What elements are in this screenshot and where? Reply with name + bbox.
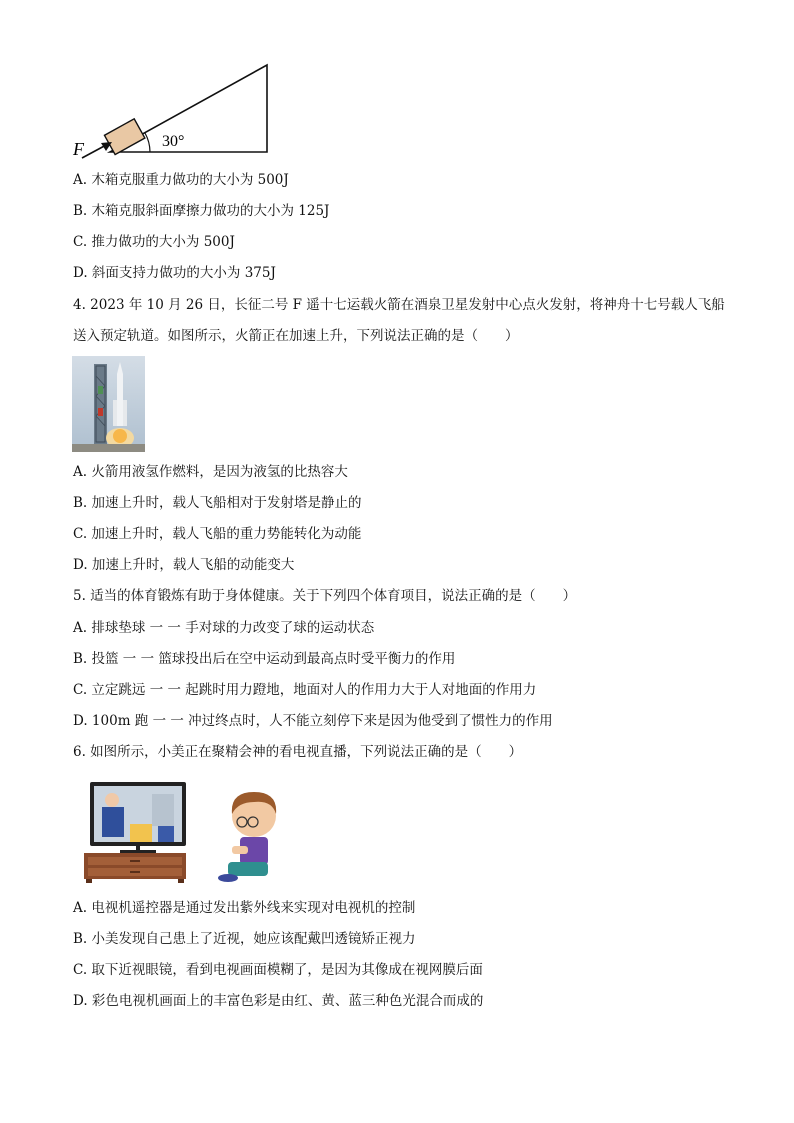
q4-stem-line1: 4. 2023 年 10 月 26 日，长征二号 F 遥十七运载火箭在酒泉卫星发射中心点火发射，将神舟十七号载人飞船 — [73, 297, 725, 313]
q6-option-b: B. 小美发现自己患上了近视，她应该配戴凹透镜矫正视力 — [73, 931, 416, 947]
q3-option-b: B. 木箱克服斜面摩擦力做功的大小为 125J — [73, 203, 330, 219]
incline-figure — [70, 60, 280, 160]
q3-option-d: D. 斜面支持力做功的大小为 375J — [73, 265, 276, 281]
q4-option-c: C. 加速上升时，载人飞船的重力势能转化为动能 — [73, 526, 362, 542]
q5-option-c: C. 立定跳远 一 一 起跳时用力蹬地，地面对人的作用力大于人对地面的作用力 — [73, 682, 537, 698]
angle-label: 30° — [162, 133, 185, 150]
q3-option-c: C. 推力做功的大小为 500J — [73, 234, 235, 250]
angle-arc — [145, 133, 150, 152]
q5-option-b: B. 投篮 一 一 篮球投出后在空中运动到最高点时受平衡力的作用 — [73, 651, 456, 667]
q5-stem: 5. 适当的体育锻炼有助于身体健康。关于下列四个体育项目，说法正确的是（ ） — [73, 588, 577, 604]
q3-option-a: A. 木箱克服重力做功的大小为 500J — [73, 172, 289, 188]
q4-option-b: B. 加速上升时，载人飞船相对于发射塔是静止的 — [73, 495, 362, 511]
tv-scene-figure — [82, 780, 292, 884]
q6-option-a: A. 电视机遥控器是通过发出紫外线来实现对电视机的控制 — [73, 900, 416, 916]
q5-option-d: D. 100m 跑 一 一 冲过终点时，人不能立刻停下来是因为他受到了惯性力的作用 — [73, 713, 553, 729]
rocket-photo — [72, 356, 145, 452]
wooden-box — [104, 119, 144, 155]
q5-option-a: A. 排球垫球 一 一 手对球的力改变了球的运动状态 — [73, 620, 375, 636]
q4-option-a: A. 火箭用液氢作燃料，是因为液氢的比热容大 — [73, 464, 348, 480]
q6-option-c: C. 取下近视眼镜，看到电视画面模糊了，是因为其像成在视网膜后面 — [73, 962, 483, 978]
q4-stem-line2: 送入预定轨道。如图所示，火箭正在加速上升，下列说法正确的是（ ） — [73, 328, 519, 344]
q4-option-d: D. 加速上升时，载人飞船的动能变大 — [73, 557, 295, 573]
force-label: F — [73, 139, 84, 159]
q6-stem: 6. 如图所示，小美正在聚精会神的看电视直播，下列说法正确的是（ ） — [73, 744, 523, 760]
q6-option-d: D. 彩色电视机画面上的丰富色彩是由红、黄、蓝三种色光混合而成的 — [73, 993, 484, 1009]
